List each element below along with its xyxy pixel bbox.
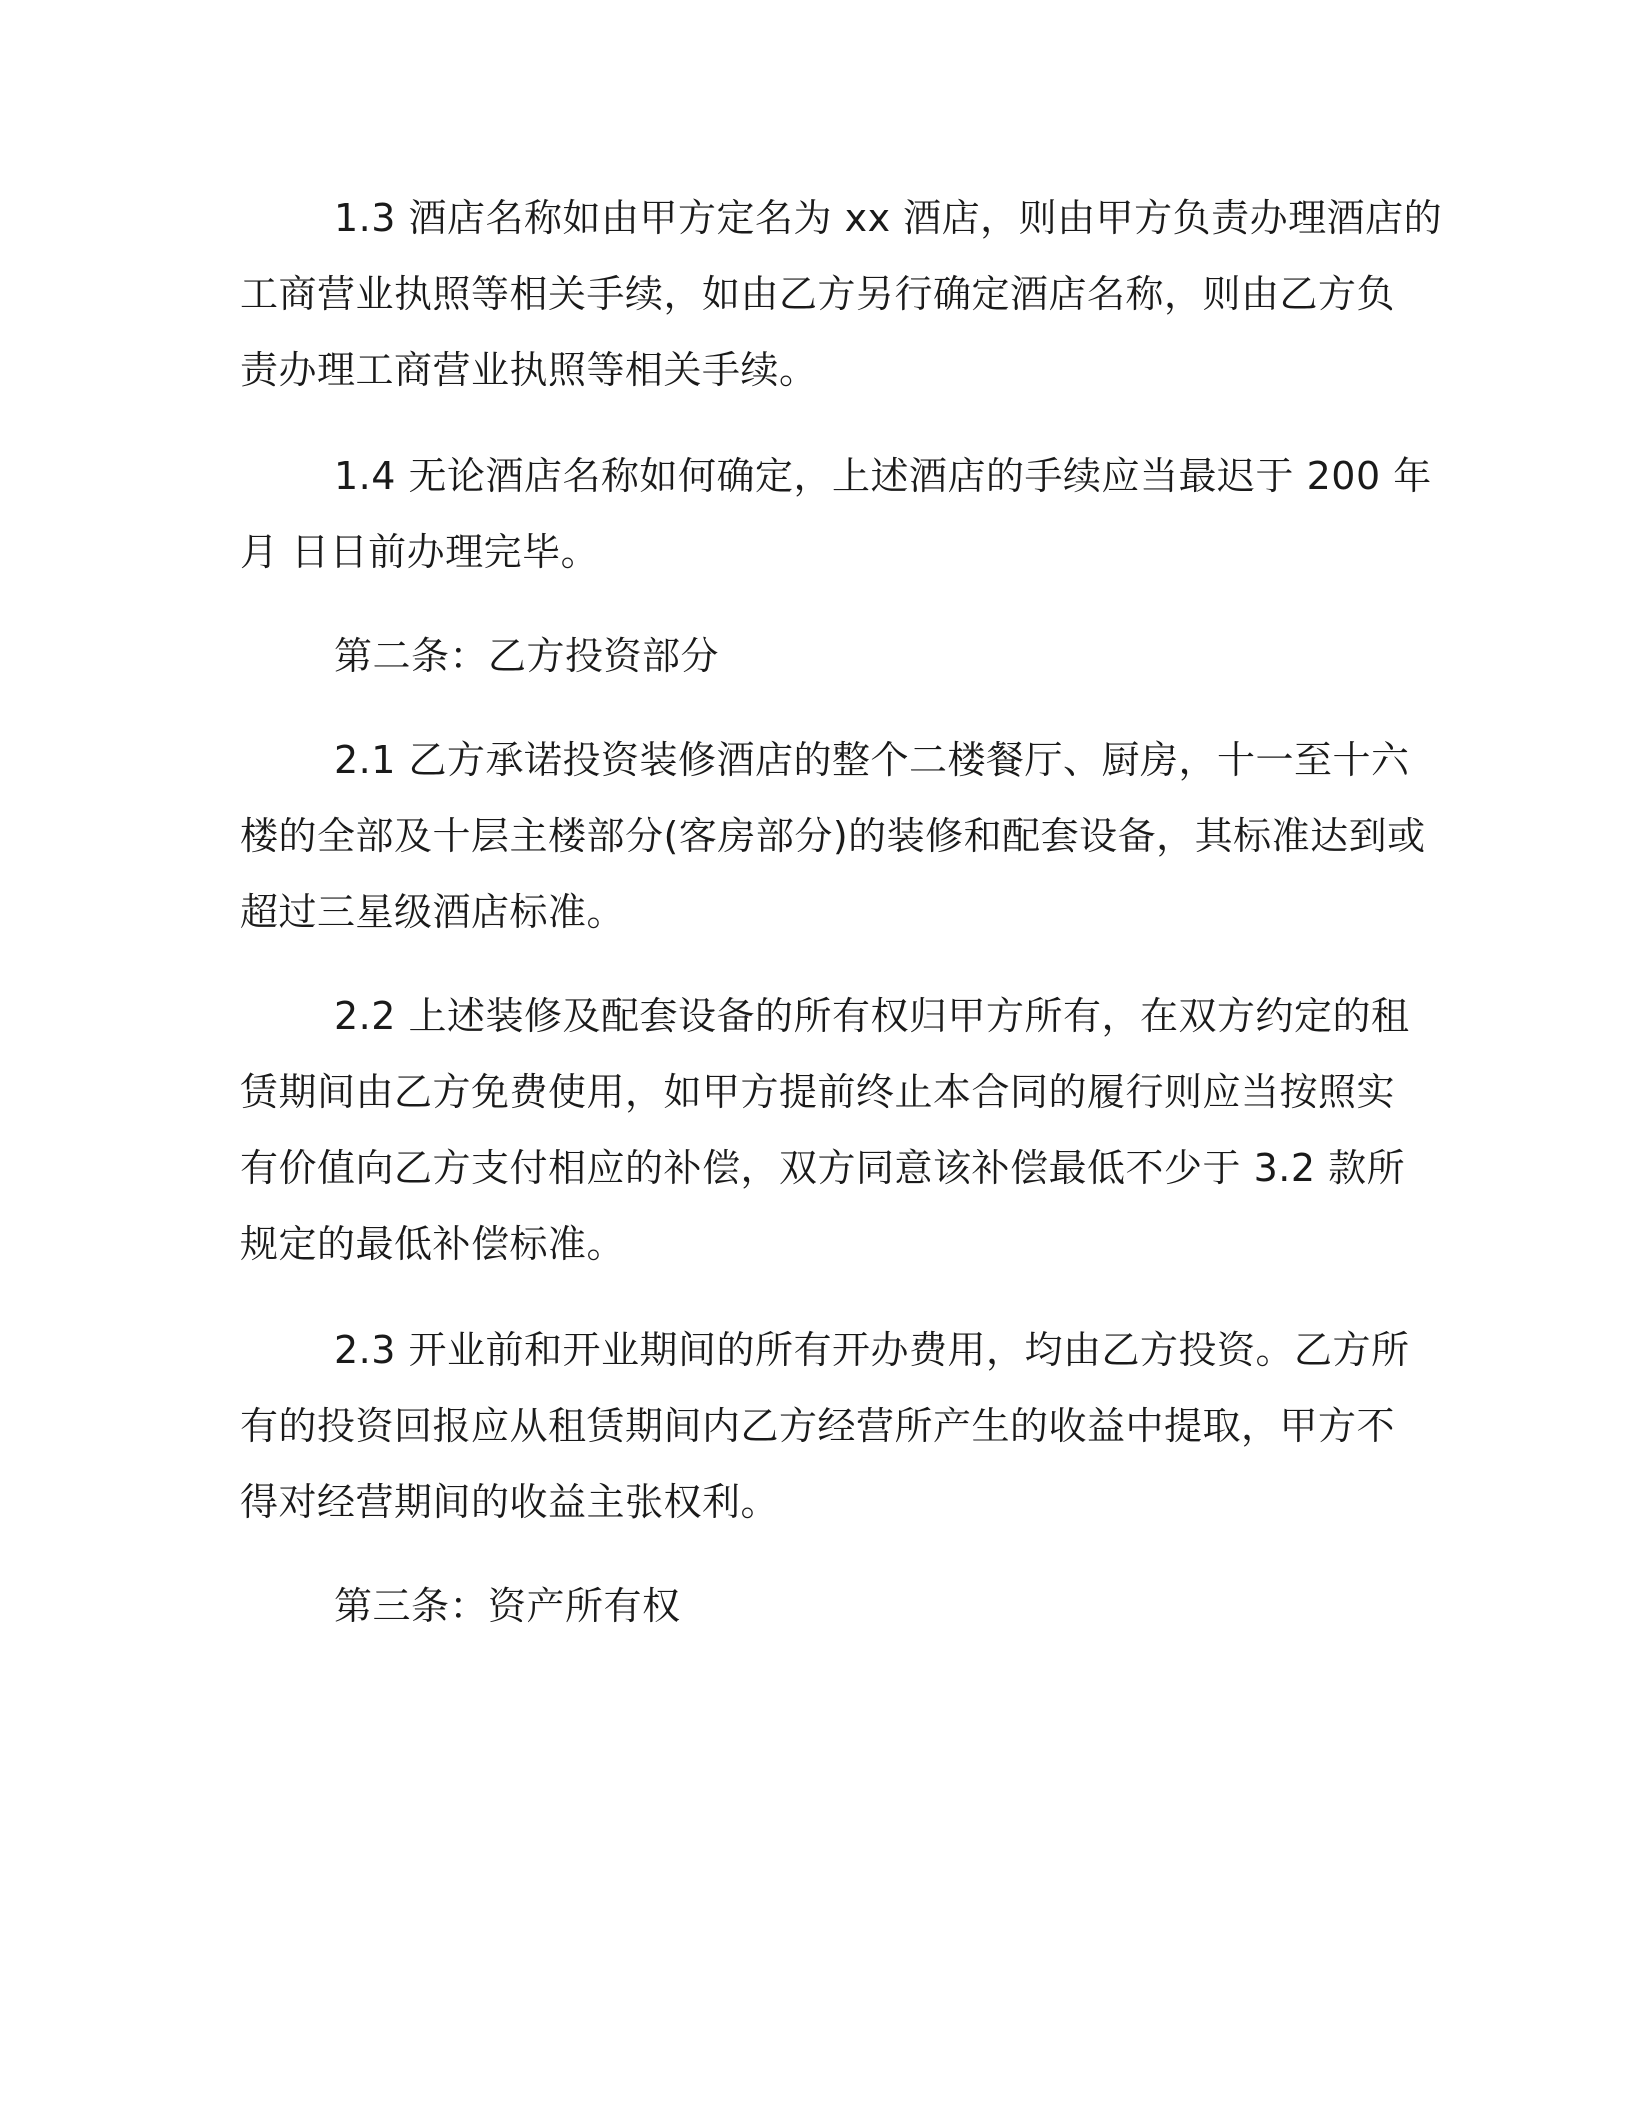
clause-2-2-line-3: 有价值向乙方支付相应的补偿，双方同意该补偿最低不少于 3.2 款所 [240, 1146, 1406, 1190]
clause-1-3-line-3: 责办理工商营业执照等相关手续。 [240, 348, 818, 392]
clause-2-1-line-3: 超过三星级酒店标准。 [240, 890, 626, 934]
clause-1-3-line-2: 工商营业执照等相关手续，如由乙方另行确定酒店名称，则由乙方负 [240, 272, 1396, 316]
clause-2-3-line-2: 有的投资回报应从租赁期间内乙方经营所产生的收益中提取，甲方不 [240, 1404, 1396, 1448]
article-2-heading: 第二条：乙方投资部分 [334, 634, 720, 678]
clause-1-3-line-1: 1.3 酒店名称如由甲方定名为 xx 酒店，则由甲方负责办理酒店的 [334, 196, 1443, 240]
clause-2-3-line-1: 2.3 开业前和开业期间的所有开办费用，均由乙方投资。乙方所 [334, 1328, 1410, 1372]
clause-2-3-line-3: 得对经营期间的收益主张权利。 [240, 1480, 780, 1524]
article-3-heading: 第三条：资产所有权 [334, 1584, 681, 1628]
clause-2-1-line-1: 2.1 乙方承诺投资装修酒店的整个二楼餐厅、厨房，十一至十六 [334, 738, 1410, 782]
clause-2-1-line-2: 楼的全部及十层主楼部分(客房部分)的装修和配套设备，其标准达到或 [240, 814, 1426, 858]
clause-2-2-line-4: 规定的最低补偿标准。 [240, 1222, 626, 1266]
clause-1-4-line-2: 月 日日前办理完毕。 [240, 530, 600, 574]
clause-2-2-line-2: 赁期间由乙方免费使用，如甲方提前终止本合同的履行则应当按照实 [240, 1070, 1396, 1114]
clause-1-4-line-1: 1.4 无论酒店名称如何确定，上述酒店的手续应当最迟于 200 年 [334, 454, 1432, 498]
clause-2-2-line-1: 2.2 上述装修及配套设备的所有权归甲方所有，在双方约定的租 [334, 994, 1410, 1038]
